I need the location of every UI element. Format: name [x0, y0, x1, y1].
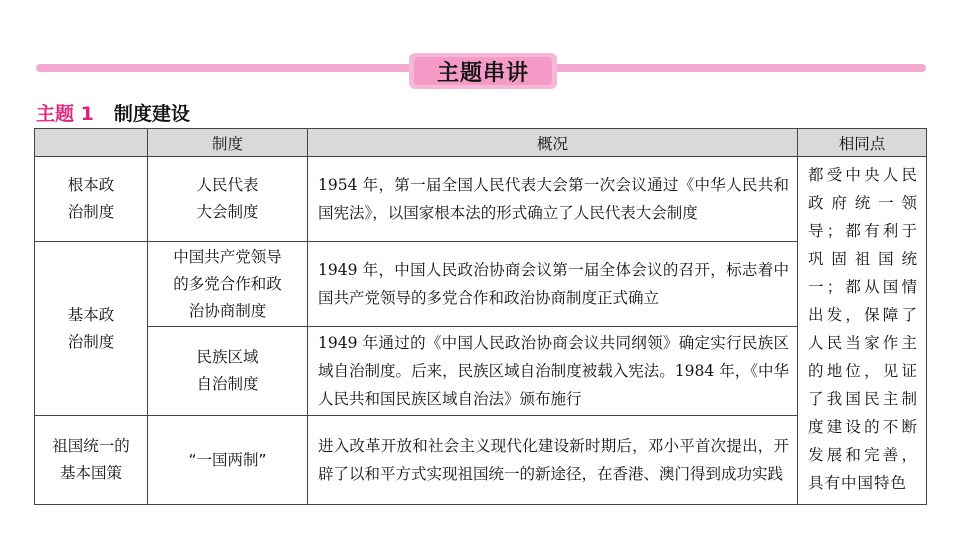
overview-cell: 1954 年，第一届全国人民代表大会第一次会议通过《中华人民共和国宪法》，以国家根本法的形式确立了人民代表大会制度 — [308, 157, 798, 242]
overview-cell: 进入改革开放和社会主义现代化建设新时期后，邓小平首次提出，开辟了以和平方式实现祖国统一的新途径，在香港、澳门得到成功实践 — [308, 416, 798, 505]
similarity-cell: 都受中央人民政府统一领导；都有利于巩固祖国统一；都从国情出发，保障了人民当家作主的地位，见证了我国民主制度建设的不断发展和完善，具有中国特色 — [798, 157, 927, 505]
system-cell: “一国两制” — [148, 416, 308, 505]
section-banner — [409, 53, 557, 89]
table-row — [35, 327, 927, 416]
system-cell: 人民代表 大会制度 — [148, 157, 308, 242]
header-overview: 概况 — [308, 129, 798, 157]
header-similarity: 相同点 — [798, 129, 927, 157]
header-system: 制度 — [148, 129, 308, 157]
overview-cell: 1949 年通过的《中国人民政治协商会议共同纲领》确定实行民族区域自治制度。后来，民族区域自治制度被载入宪法。1984 年，《中华人民共和国民族区域自治法》颁布施行 — [308, 327, 798, 416]
table-row — [35, 157, 927, 242]
theme-heading — [36, 98, 190, 126]
category-cell: 祖国统一的 基本国策 — [35, 416, 148, 505]
overview-cell: 1949 年，中国人民政治协商会议第一届全体会议的召开，标志着中国共产党领导的多党合作和政治协商制度正式确立 — [308, 242, 798, 327]
theme-title: 制度建设 — [113, 102, 190, 125]
category-cell: 根本政 治制度 — [35, 157, 148, 242]
section-banner-title: 主题串讲 — [414, 57, 552, 85]
table-row — [35, 242, 927, 327]
institutions-table — [34, 128, 927, 505]
system-cell: 民族区域 自治制度 — [148, 327, 308, 416]
category-cell: 基本政 治制度 — [35, 242, 148, 416]
table-row — [35, 416, 927, 505]
theme-number: 主题 1 — [36, 102, 94, 125]
table-header-row — [35, 129, 927, 157]
system-cell: 中国共产党领导 的多党合作和政 治协商制度 — [148, 242, 308, 327]
header-category — [35, 129, 148, 157]
